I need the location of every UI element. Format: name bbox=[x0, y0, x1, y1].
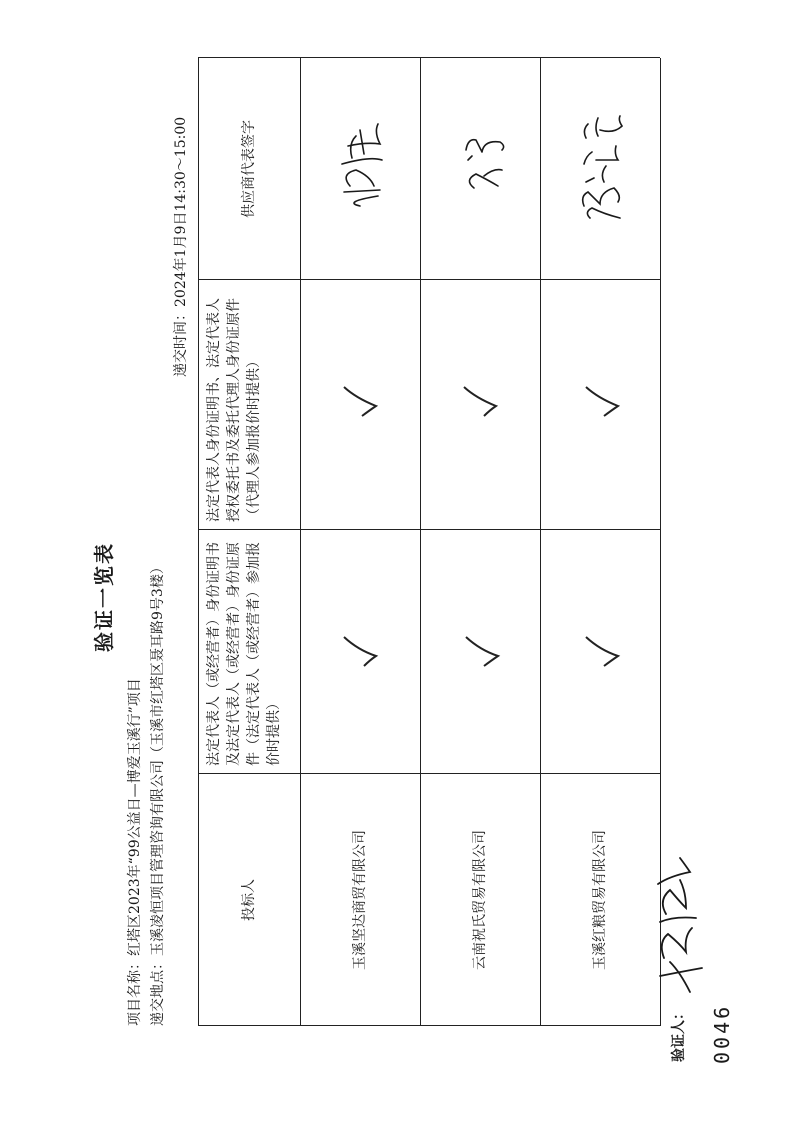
checkmark-icon bbox=[582, 634, 622, 670]
submit-time-line: 递交时间：2024年1月9日14:30～15:00 bbox=[173, 116, 189, 377]
checkmark-icon bbox=[462, 634, 502, 670]
table-cell-bidder: 玉溪坚达商贸有限公司 bbox=[352, 830, 368, 970]
handwritten-signature-2 bbox=[454, 126, 510, 196]
header-legal-rep-docs: 法定代表人（或经营者）身份证明书及法定代表人（或经营者）身份证原件（法定代表人（或经营者）参加报价时提供） bbox=[206, 542, 282, 766]
page-number: 0046 bbox=[710, 1003, 734, 1064]
document-title: 验证一览表 bbox=[92, 542, 116, 652]
table-cell-bidder: 云南祝氏贸易有限公司 bbox=[472, 830, 488, 970]
checkmark-icon bbox=[460, 384, 500, 420]
verifier-label: 验证人： bbox=[671, 1006, 687, 1062]
project-name-line: 项目名称：红塔区2023年“99公益日—博爱玉溪行”项目 bbox=[127, 678, 143, 1026]
header-bidder: 投标人 bbox=[241, 879, 257, 921]
header-signature: 供应商代表签字 bbox=[241, 120, 257, 218]
verification-table bbox=[198, 58, 660, 1026]
verifier-handwritten-signature bbox=[640, 852, 710, 1002]
submit-location-line: 递交地点：玉溪凌恒项目管理咨询有限公司（玉溪市红塔区聂耳路9号3楼） bbox=[150, 560, 166, 1026]
checkmark-icon bbox=[340, 634, 380, 670]
handwritten-signature-3 bbox=[570, 106, 634, 226]
handwritten-signature-1 bbox=[330, 116, 390, 216]
checkmark-icon bbox=[582, 384, 622, 420]
header-authorized-agent-docs: 法定代表人身份证明书、法定代表人授权委托书及委托代理人身份证原件（代理人参加报价时提供） bbox=[206, 298, 262, 522]
table-cell-bidder: 玉溪红粮贸易有限公司 bbox=[592, 830, 608, 970]
checkmark-icon bbox=[340, 384, 380, 420]
